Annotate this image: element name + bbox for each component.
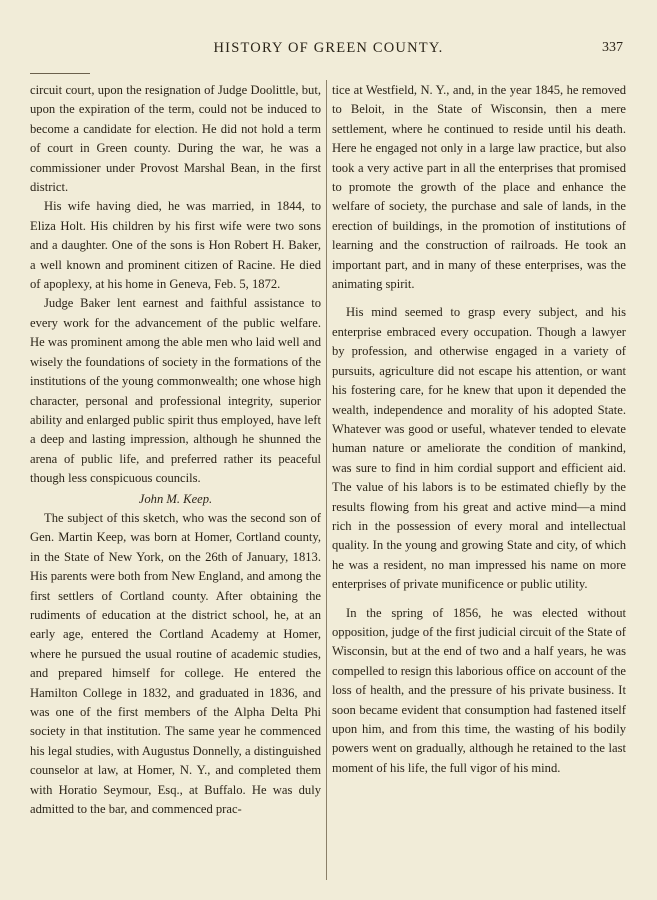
column-divider (326, 80, 327, 880)
left-column (30, 81, 321, 819)
paragraph: The subject of this sketch, who was the second son of Gen. Martin Keep, was born at Homer, Cortland county, in the State of New York, on the 26th of January, 1813. His parents were both from New England, and among the first settlers of Cortland county. After obtaining the rudiments of education at the district school, he, at an early age, entered the Cortland Academy at Homer, where he pursued the usual routine of academic studies, and prepared himself for college. He entered the Hamilton College in 1832, and graduated in 1836, and was one of the first members of the Alpha Delta Phi society in that institution. The same year he commenced his legal studies, with Augustus Donnelly, a distinguished counselor at law, at Homer, N. Y., and completed them with Horatio Seymour, Esq., at Buffalo. He was duly admitted to the bar, and commenced prac- (30, 510, 321, 817)
paragraph: In the spring of 1856, he was elected without opposition, judge of the first judicial circuit of the State of Wisconsin, but at the end of two and a half years, he was compelled to resign this laborious office on account of the loss of health, and the pressure of his private business. It soon became evident that consumption had fastened itself upon him, and from this time, the wasting of his bodily powers went on gradually, although he retained to the last moment of his life, the full vigor of his mind. (332, 605, 626, 775)
header-rule (30, 73, 90, 74)
paragraph: His wife having died, he was married, in 1844, to Eliza Holt. His children by his first wife were two sons and a daughter. One of the sons is Hon Robert H. Baker, a well known and prominent citizen of Racine. He died of apoplexy, at his home in Geneva, Feb. 5, 1872. (30, 199, 321, 292)
paragraph: Judge Baker lent earnest and faithful assistance to every work for the advancement of the public welfare. He was prominent among the able men who laid well and wisely the foundations of society in the formations of the institutions of the young commonwealth; one whose high character, personal and professional integrity, superior ability and enlarged public spirit thus employed, have left a deep and lasting impression, although he shunned the arena of public life, and preferred rather its peaceful though less conspicuous councils. (30, 296, 321, 486)
paragraph: circuit court, upon the resignation of Judge Doolittle, but, upon the expiration of the term, could not be induced to become a candidate for election. He did not hold a term of court in Green county. During the war, he was a commissioner under Provost Marshal Bean, in the first district. (30, 83, 321, 195)
running-head: HISTORY OF GREEN COUNTY. (213, 40, 444, 56)
page-number: 337 (602, 40, 623, 55)
paragraph: tice at Westfield, N. Y., and, in the year 1845, he removed to Beloit, in the State of Wisconsin, then a mere settlement, where he continued to reside until his death. Here he engaged not only in a large law practice, but also took a very active part in all the enterprises that promised to promote the growth of the place and enhance the welfare of society, the purchase and sale of lands, in the erection of buildings, in the promotion of institutions of learning and the construction of railroads. He took an important part, and in many of these enterprises, was the animating spirit. (332, 83, 626, 292)
page-header (0, 40, 657, 62)
paragraph: His mind seemed to grasp every subject, and his enterprise embraced every occupation. Though a lawyer by profession, and otherwise engaged in a variety of pursuits, agriculture did not escape his attention, or want his fostering care, for he knew that upon it depended the wealth, independence and morality of his adopted State. Whatever was good or useful, whatever tended to elevate human nature or ameliorate the condition of mankind, was sure to find in him cordial support and efficient aid. The value of his labors is to be estimated chiefly by the results flowing from his great and active mind—a mind rich in the possession of every moral and intellectual quality. In the young and growing State and city, of which he was a resident, no man impressed his name on more enterprises of private munificence or public utility. (332, 305, 626, 592)
right-column (332, 81, 626, 778)
section-heading: John M. Keep. (138, 491, 213, 506)
